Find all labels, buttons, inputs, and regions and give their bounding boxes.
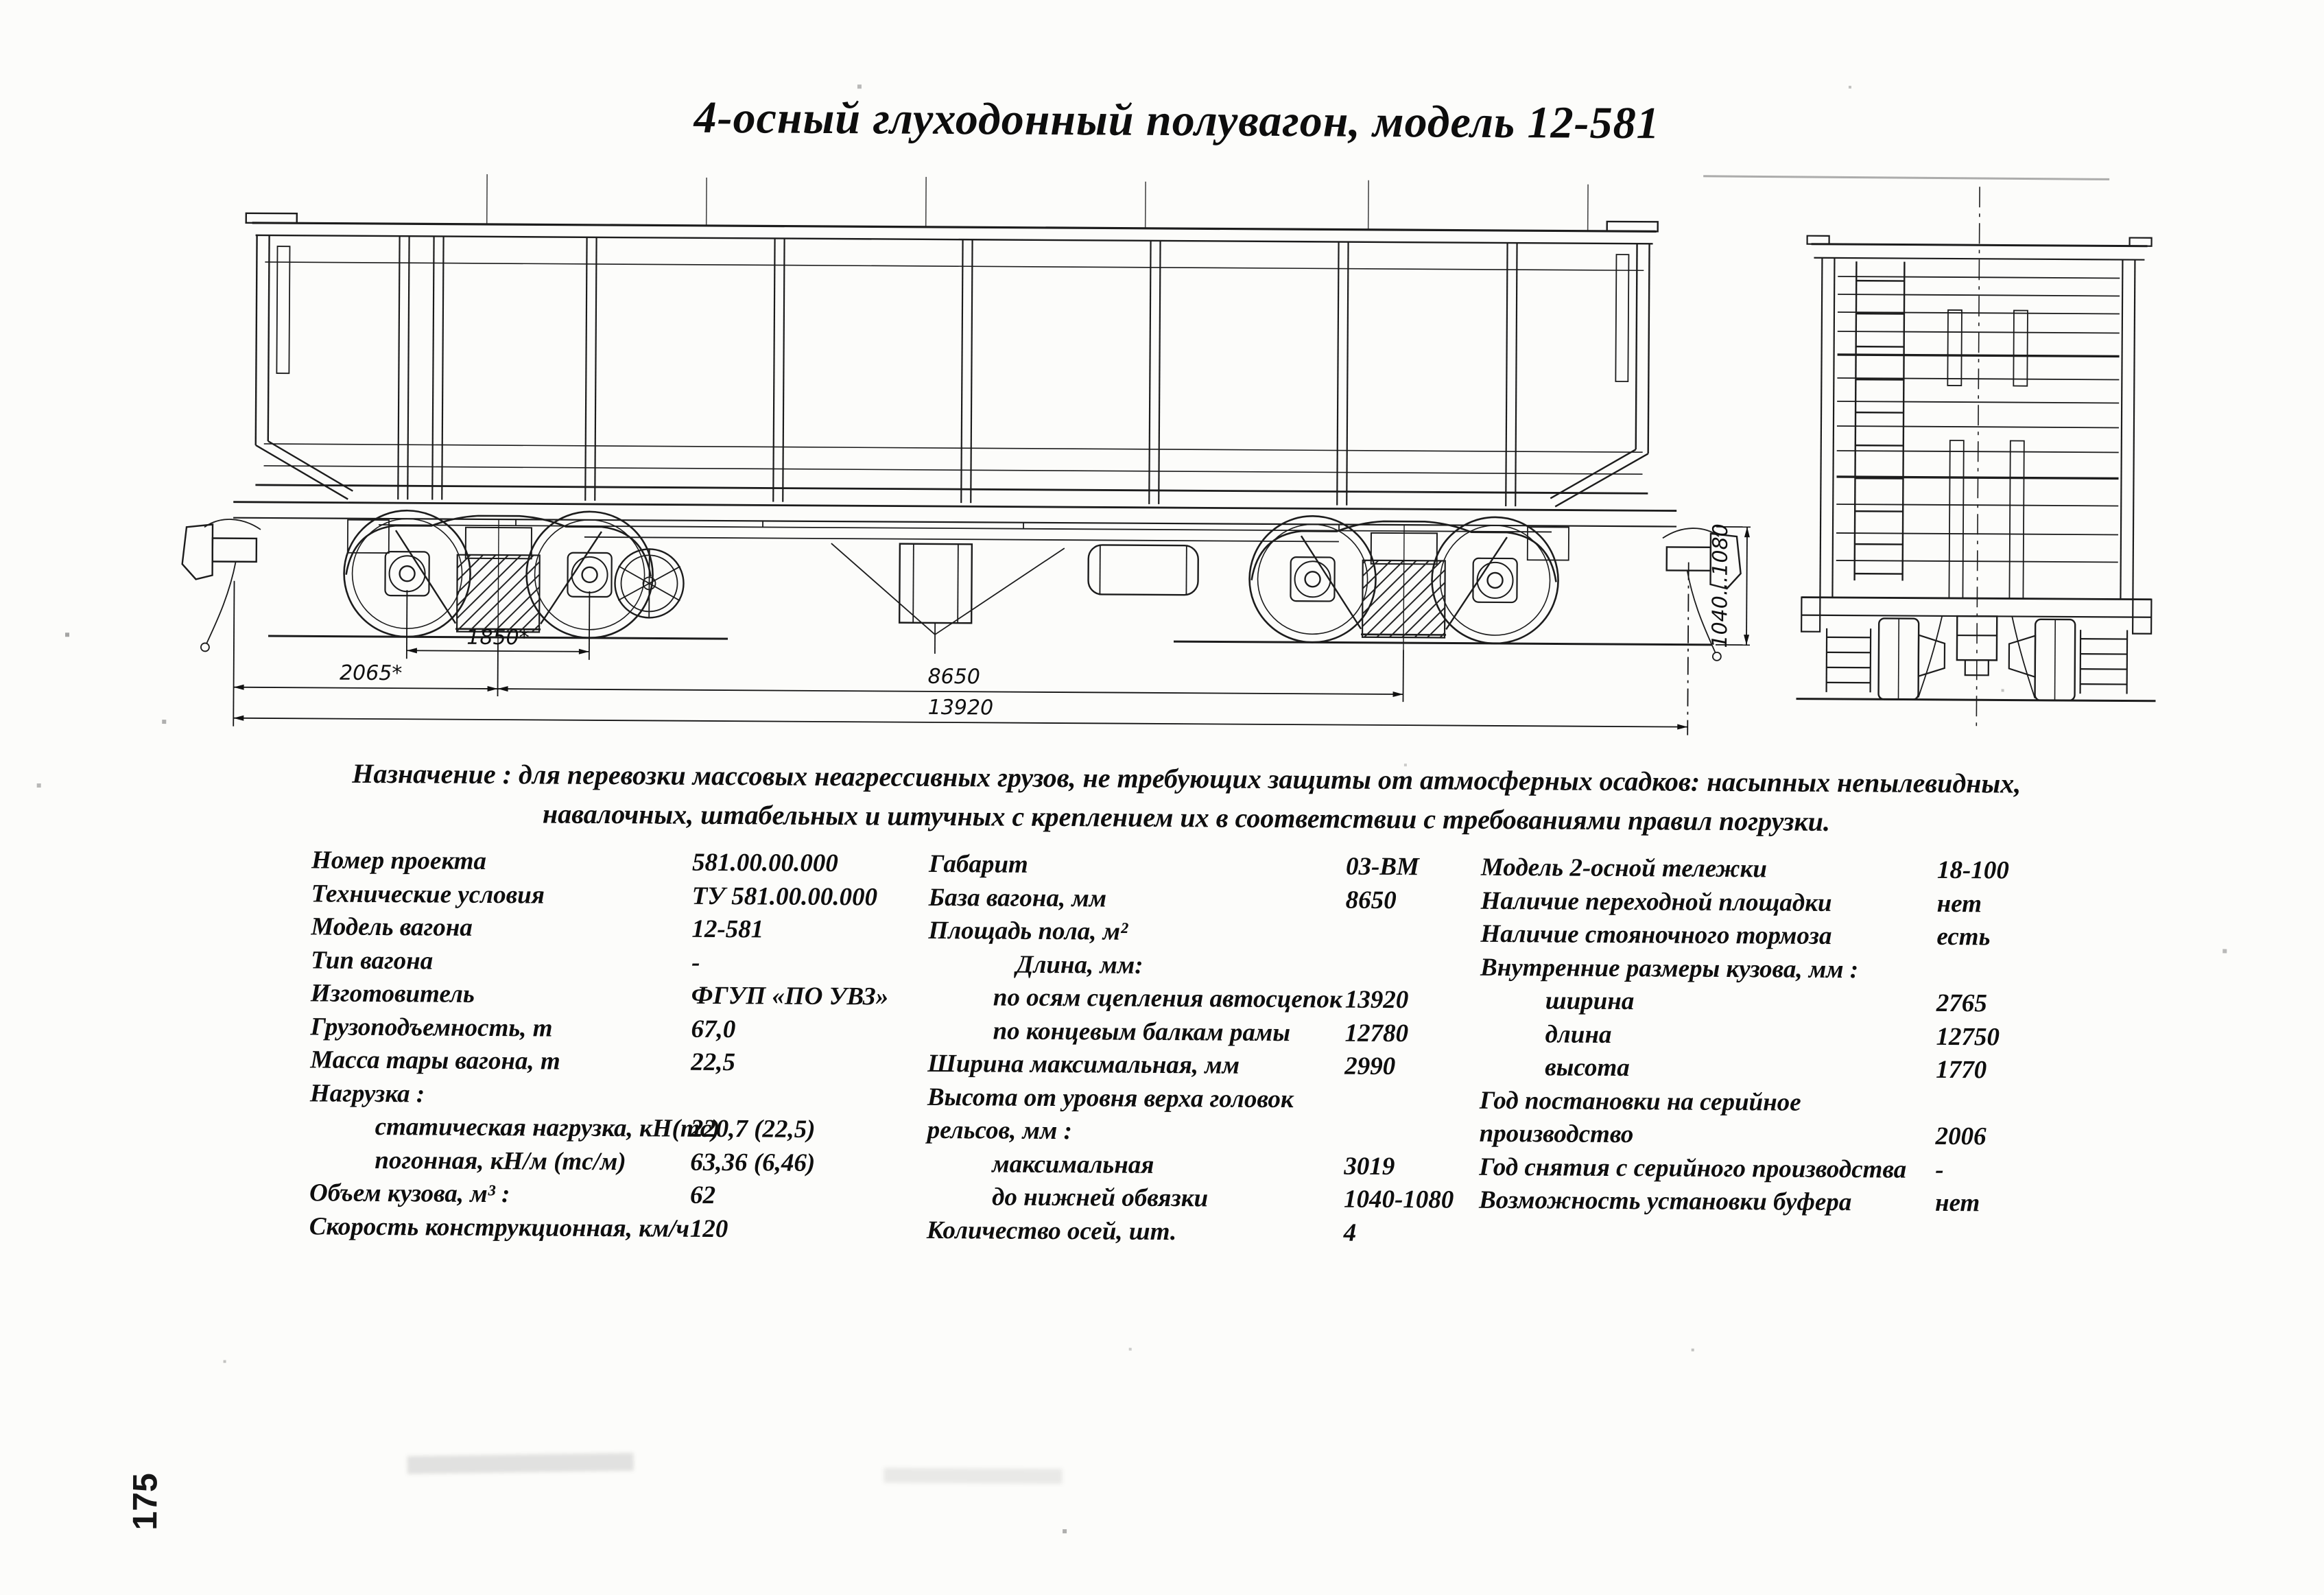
- end-running-gear: [1797, 598, 2157, 701]
- spec-label: Габарит: [928, 849, 1028, 879]
- spec-label: Наличие стояночного тормоза: [1480, 919, 1832, 950]
- spec-label: производство: [1479, 1119, 1634, 1149]
- spec-label: Количество осей, шт.: [926, 1216, 1177, 1246]
- page-number: 175: [126, 1473, 165, 1531]
- stanchions: [398, 236, 1517, 506]
- scan-smudge: [884, 1468, 1063, 1485]
- spec-value: 3019: [1344, 1152, 1395, 1181]
- spec-value: 8650: [1345, 886, 1397, 914]
- spec-value: -: [691, 948, 700, 977]
- scan-smudge: [407, 1453, 633, 1474]
- purpose-line-1: Назначение : для перевозки массовых неагрессивных грузов, не требующих защиты от атмосферных осадков: насыпных непылевидных,: [352, 757, 2021, 799]
- spec-value: 63,36 (6,46): [690, 1148, 816, 1177]
- spec-value: 03-ВМ: [1345, 852, 1420, 882]
- end-center-line: [1976, 187, 1980, 729]
- spec-value: есть: [1936, 922, 1991, 952]
- spec-label: Ширина максимальная, мм: [927, 1049, 1240, 1080]
- spec-label: Площадь пола, м²: [928, 916, 1128, 946]
- spec-value: 581.00.00.000: [691, 848, 838, 878]
- spec-label: Внутренние размеры кузова, мм :: [1480, 953, 1859, 984]
- spec-column-2: [926, 849, 1454, 1249]
- spec-label: Тип вагона: [311, 945, 434, 975]
- spec-value: 2006: [1935, 1122, 1987, 1151]
- spec-value: ФГУП «ПО УВЗ»: [691, 981, 889, 1011]
- spec-value: 4: [1343, 1218, 1357, 1247]
- spec-label: рельсов, мм :: [927, 1115, 1072, 1146]
- page-title: 4-осный глуходонный полувагон, модель 12-581: [693, 92, 1660, 149]
- spec-label: максимальная: [992, 1149, 1154, 1179]
- spec-value: нет: [1934, 1188, 1980, 1218]
- spec-value: 2765: [1936, 989, 1987, 1018]
- left-coupler: [182, 519, 261, 652]
- spec-label: Модель вагона: [311, 912, 473, 942]
- spec-value: 13920: [1344, 985, 1409, 1015]
- spec-label: Масса тары вагона, т: [310, 1045, 560, 1076]
- purpose-line-2: навалочных, штабельных и штучных с креплением их в соответствии с требованиями правил погрузки.: [542, 798, 1831, 837]
- spec-label: Возможность установки буфера: [1478, 1185, 1852, 1217]
- spec-label: Модель 2-осной тележки: [1480, 853, 1767, 884]
- spec-label: по концевым балкам рамы: [993, 1016, 1291, 1047]
- spec-label: Год постановки на серийное: [1479, 1086, 1801, 1117]
- spec-label: Год снятия с серийного производства: [1479, 1153, 1907, 1184]
- spec-value: 62: [689, 1181, 716, 1209]
- spec-value: нет: [1936, 889, 1982, 918]
- spec-value: 12750: [1936, 1022, 2000, 1051]
- spec-label: погонная, кН/м (тс/м): [375, 1146, 626, 1176]
- spec-value: 12780: [1344, 1019, 1409, 1048]
- spec-column-3: [1478, 853, 2009, 1218]
- spec-value: 22,5: [691, 1048, 736, 1077]
- spec-value: 18-100: [1936, 855, 2009, 885]
- spec-label: Длина, мм:: [1016, 950, 1143, 980]
- right-bogie: [1174, 515, 1713, 652]
- spec-label: База вагона, мм: [928, 883, 1107, 912]
- dim-length-over-couplers: 13920: [927, 695, 994, 720]
- spec-label: Грузоподъемность, т: [310, 1012, 553, 1043]
- spec-label: Номер проекта: [311, 846, 487, 875]
- spec-label: Наличие переходной площадки: [1480, 886, 1832, 917]
- spec-value: -: [1935, 1155, 1944, 1184]
- spec-label: Изготовитель: [310, 979, 475, 1008]
- spec-value: 12-581: [691, 914, 764, 944]
- spec-label: Скорость конструкционная, км/ч: [309, 1212, 690, 1243]
- wagon-body: [233, 213, 1679, 561]
- spec-column-1: [309, 845, 889, 1244]
- spec-value: 67,0: [691, 1015, 736, 1043]
- dim-bogie-wheelbase: 1850*: [466, 625, 530, 650]
- upper-extension-lines: [487, 174, 1588, 231]
- end-view-drawing: [1777, 178, 2178, 737]
- spec-value: 1040-1080: [1343, 1185, 1454, 1214]
- spec-label: Нагрузка :: [309, 1078, 425, 1108]
- spec-label: до нижней обвязки: [991, 1183, 1209, 1213]
- purpose-paragraph: [267, 753, 2106, 842]
- spec-label: Высота от уровня верха головок: [927, 1083, 1294, 1113]
- spec-label: статическая нагрузка, кН(тс): [375, 1112, 720, 1144]
- spec-value: 220,7 (22,5): [690, 1114, 816, 1144]
- spec-label: высота: [1545, 1053, 1630, 1083]
- spec-value: ТУ 581.00.00.000: [691, 882, 878, 911]
- dim-coupler-to-bogie: 2065*: [339, 661, 403, 686]
- spec-label: Технические условия: [311, 879, 545, 909]
- spec-label: по осям сцепления автосцепок: [993, 983, 1342, 1014]
- spec-label: ширина: [1545, 986, 1635, 1016]
- spec-value: 2990: [1344, 1052, 1396, 1081]
- spec-label: Объем кузова, м³ :: [309, 1179, 510, 1209]
- spec-label: длина: [1545, 1019, 1612, 1049]
- side-view-drawing: [171, 169, 1753, 741]
- dim-floor-height: 1040...1080: [1707, 523, 1733, 648]
- spec-value: 120: [689, 1214, 728, 1243]
- dim-wagon-base: 8650: [927, 664, 980, 689]
- spec-value: 1770: [1936, 1055, 1987, 1085]
